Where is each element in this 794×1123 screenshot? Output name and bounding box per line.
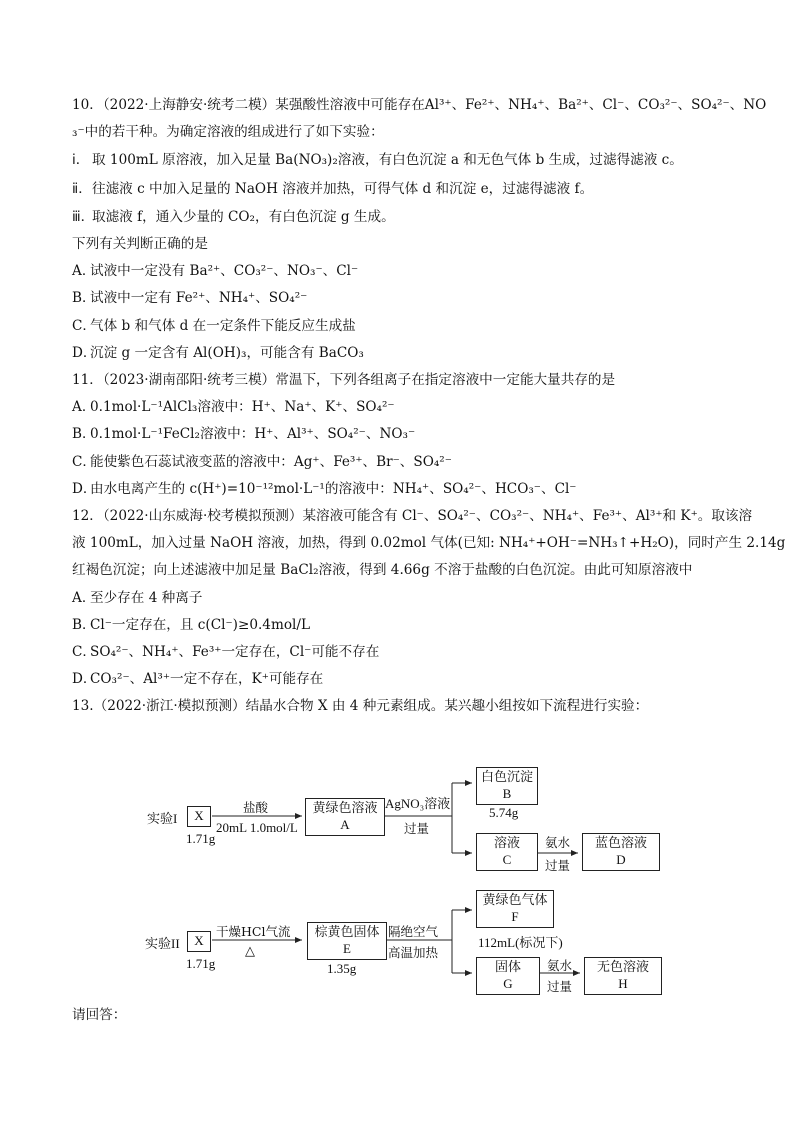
box-e-name: 棕黄色固体 bbox=[314, 924, 380, 939]
q10-stem-line2: ₃⁻中的若干种。为确定溶液的组成进行了如下实验： bbox=[72, 124, 384, 141]
q11-option-d bbox=[72, 476, 732, 503]
x-mass-2: 1.71g bbox=[186, 956, 216, 971]
box-b-mass: 5.74g bbox=[489, 805, 519, 820]
experiment-2-label: 实验II bbox=[145, 936, 180, 951]
step-text: 往滤液 c 中加入足量的 NaOH 溶液并加热，可得气体 d 和沉淀 e，过滤得滤液 f。 bbox=[92, 180, 594, 197]
experiment-2-flow bbox=[0, 886, 794, 1016]
box-b bbox=[476, 767, 538, 805]
box-d-id: D bbox=[616, 852, 626, 867]
option-label: B． bbox=[72, 426, 96, 443]
option-text: 试液中一定有 Fe²⁺、NH₄⁺、SO₄²⁻ bbox=[90, 290, 308, 307]
box-b-name: 白色沉淀 bbox=[480, 769, 533, 784]
option-text: CO₃²⁻、Al³⁺一定不存在，K⁺可能存在 bbox=[90, 671, 324, 688]
box-e bbox=[307, 922, 387, 960]
box-d-name: 蓝色溶液 bbox=[594, 835, 647, 850]
q12-stem-line3: 红褐色沉淀；向上述滤液中加足量 BaCl₂溶液，得到 4.66g 不溶于盐酸的白色沉淀。由此可知原溶液中 bbox=[72, 562, 693, 579]
q12-stem-line2: 液 100mL，加入过量 NaOH 溶液，加热，得到 0.02mol 气体(已知: NH₄⁺+OH⁻=NH₃↑+H₂O)，同时产生 2.14g bbox=[72, 535, 786, 552]
option-text: 0.1mol·L⁻¹AlCl₃溶液中：H⁺、Na⁺、K⁺、SO₄²⁻ bbox=[90, 399, 395, 416]
box-f-name: 黄绿色气体 bbox=[482, 892, 548, 907]
option-text: 试液中一定没有 Ba²⁺、CO₃²⁻、NO₃⁻、Cl⁻ bbox=[90, 263, 359, 280]
x-mass-1: 1.71g bbox=[186, 831, 216, 846]
experiment-1-arrows bbox=[0, 765, 794, 895]
box-g bbox=[476, 957, 540, 995]
option-text: 能使紫色石蕊试液变蓝的溶液中：Ag⁺、Fe³⁺、Br⁻、SO₄²⁻ bbox=[90, 453, 452, 470]
q12-option-d bbox=[72, 666, 732, 693]
option-label: D． bbox=[72, 344, 97, 361]
box-d bbox=[582, 833, 660, 871]
q12-option-b bbox=[72, 612, 732, 639]
exam-page bbox=[72, 92, 786, 721]
q12-stem-line1: 12．（2022·山东威海·校考模拟预测）某溶液可能含有 Cl⁻、SO₄²⁻、CO₃²⁻、NH₄⁺、Fe³⁺、Al³⁺和 K⁺。取该溶 bbox=[72, 508, 753, 525]
step-text: 取滤液 f，通入少量的 CO₂，有白色沉淀 g 生成。 bbox=[92, 208, 395, 225]
box-b-id: B bbox=[502, 786, 512, 801]
option-label: D． bbox=[72, 671, 97, 688]
option-text: Cl⁻一定存在，且 c(Cl⁻)≥0.4mol/L bbox=[90, 616, 310, 633]
ammonia-label-1: 氨水 bbox=[545, 835, 571, 850]
agno3-amount: 过量 bbox=[404, 821, 430, 836]
step-num: ⅱ． bbox=[72, 180, 92, 196]
q10-option-c bbox=[72, 313, 732, 340]
q10-option-d bbox=[72, 340, 732, 367]
experiment-1-label: 实验I bbox=[147, 811, 178, 826]
isolate-air-label: 隔绝空气 bbox=[388, 924, 439, 939]
box-g-name: 固体 bbox=[494, 959, 521, 974]
ammonia-amount-2: 过量 bbox=[547, 979, 573, 994]
q10-option-b bbox=[72, 285, 732, 312]
box-a bbox=[305, 798, 385, 836]
q10-step-3 bbox=[72, 203, 732, 231]
box-a-name: 黄绿色溶液 bbox=[312, 800, 378, 815]
q11-option-b bbox=[72, 421, 732, 448]
box-a-id: A bbox=[340, 817, 350, 832]
q12-option-a bbox=[72, 585, 732, 612]
box-f-id: F bbox=[511, 909, 519, 924]
q13-stem: 13.（2022·浙江·模拟预测）结晶水合物 X 由 4 种元素组成。某兴趣小组按如下流程进行实验： bbox=[72, 698, 649, 715]
option-label: D． bbox=[72, 480, 97, 497]
q10-step-1 bbox=[72, 146, 732, 174]
box-e-id: E bbox=[343, 941, 351, 956]
box-f-volume: 112mL(标况下) bbox=[478, 935, 563, 950]
answer-prompt: 请回答： bbox=[72, 1007, 127, 1023]
option-label: C． bbox=[72, 644, 96, 661]
step-num: ⅲ． bbox=[72, 208, 95, 224]
box-c-id: C bbox=[502, 852, 512, 867]
ammonia-amount-1: 过量 bbox=[545, 858, 571, 873]
option-label: A． bbox=[72, 263, 96, 280]
box-e-mass: 1.35g bbox=[327, 961, 357, 976]
option-text: 由水电离产生的 c(H⁺)=10⁻¹²mol·L⁻¹的溶液中：NH₄⁺、SO₄²⁻、HCO₃⁻、Cl⁻ bbox=[90, 480, 577, 497]
q10-option-a bbox=[72, 258, 732, 285]
reagent-hcl-label: 盐酸 bbox=[243, 800, 269, 815]
ammonia-label-2: 氨水 bbox=[547, 958, 573, 973]
agno3-label: AgNO₃溶液 bbox=[385, 796, 451, 811]
step-num: ⅰ． bbox=[72, 152, 90, 168]
option-text: 至少存在 4 种离子 bbox=[90, 589, 203, 606]
option-label: B． bbox=[72, 290, 96, 307]
experiment-1-flow bbox=[0, 765, 794, 895]
option-label: C． bbox=[72, 453, 96, 470]
option-text: 沉淀 g 一定含有 Al(OH)₃，可能含有 BaCO₃ bbox=[90, 344, 364, 361]
box-f bbox=[476, 890, 554, 928]
box-c bbox=[476, 833, 538, 871]
q10-stem-line1: 10．（2022·上海静安·统考二模）某强酸性溶液中可能存在Al³⁺、Fe²⁺、NH₄⁺、Ba²⁺、Cl⁻、CO₃²⁻、SO₄²⁻、NO bbox=[72, 97, 767, 113]
option-label: A． bbox=[72, 589, 96, 606]
x-box-2: X bbox=[187, 931, 211, 952]
option-text: 0.1mol·L⁻¹FeCl₂溶液中：H⁺、Al³⁺、SO₄²⁻、NO₃⁻ bbox=[90, 426, 416, 443]
heat-symbol: △ bbox=[245, 943, 255, 958]
q12-option-c bbox=[72, 639, 732, 666]
option-label: C． bbox=[72, 317, 96, 334]
box-h-id: H bbox=[618, 976, 628, 991]
step-text: 取 100mL 原溶液，加入足量 Ba(NO₃)₂溶液，有白色沉淀 a 和无色气体 b 生成，过滤得滤液 c。 bbox=[92, 152, 683, 169]
option-text: SO₄²⁻、NH₄⁺、Fe³⁺一定存在，Cl⁻可能不存在 bbox=[90, 644, 380, 661]
q11-option-c bbox=[72, 449, 732, 476]
x-box-1: X bbox=[187, 806, 211, 827]
q10-step-2 bbox=[72, 175, 732, 203]
q11-option-a bbox=[72, 394, 732, 421]
option-text: 气体 b 和气体 d 在一定条件下能反应生成盐 bbox=[90, 317, 356, 334]
dry-hcl-label: 干燥HCl气流 bbox=[216, 924, 291, 939]
box-h-name: 无色溶液 bbox=[596, 959, 649, 974]
option-label: A． bbox=[72, 399, 96, 416]
option-label: B． bbox=[72, 616, 96, 633]
box-g-id: G bbox=[503, 976, 513, 991]
reagent-hcl-amount: 20mL 1.0mol/L bbox=[216, 820, 298, 835]
q10-prompt: 下列有关判断正确的是 bbox=[72, 236, 208, 253]
box-h bbox=[584, 957, 662, 995]
high-temp-label: 高温加热 bbox=[388, 945, 439, 960]
box-c-name: 溶液 bbox=[493, 835, 520, 850]
q11-stem: 11．（2023·湖南邵阳·统考三模）常温下，下列各组离子在指定溶液中一定能大量共存的是 bbox=[72, 372, 616, 389]
